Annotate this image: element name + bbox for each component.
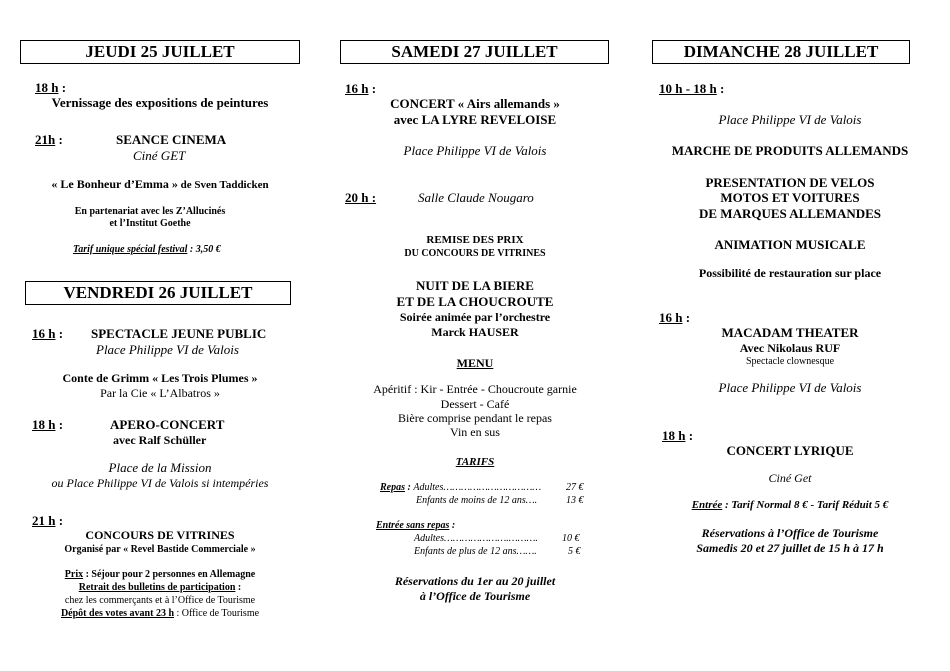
menu-line: Vin en sus: [450, 425, 500, 439]
day-header-jeudi: JEUDI 25 JUILLET: [20, 40, 300, 64]
time-separator: :: [368, 81, 377, 96]
event-time: [659, 311, 690, 324]
menu-line: Bière comprise pendant le repas: [398, 411, 552, 425]
remise-line: REMISE DES PRIX: [426, 234, 524, 246]
day-header-vendredi: VENDREDI 26 JUILLET: [25, 281, 291, 305]
event-venue: Place Philippe VI de Valois: [403, 143, 547, 158]
tarif-label: Tarif unique spécial festival: [73, 244, 188, 255]
time-separator: :: [55, 132, 63, 147]
tarif-price: 10 €: [562, 533, 580, 544]
event-time: [35, 133, 63, 146]
event-venue: Place de la Mission: [108, 460, 212, 475]
animation-line: ANIMATION MUSICALE: [714, 237, 866, 252]
menu-line: Apéritif : Kir - Entrée - Choucroute garnie: [373, 382, 577, 396]
tarif-row: [380, 483, 541, 493]
event-genre: Spectacle clownesque: [745, 356, 835, 367]
nuit-line: NUIT DE LA BIERE: [416, 278, 534, 293]
depot-where: : Office de Tourisme: [174, 608, 260, 619]
event-description: Conte de Grimm « Les Trois Plumes »: [62, 371, 258, 385]
column-dimanche: [640, 0, 940, 671]
time-separator: :: [55, 513, 64, 528]
time-separator: :: [55, 326, 64, 341]
reservation-line: à l’Office de Tourisme: [419, 589, 531, 603]
event-venue: ou Place Philippe VI de Valois si intempéries: [51, 476, 269, 490]
event-title: SEANCE CINEMA: [116, 132, 227, 147]
entree-row: [376, 521, 455, 531]
nuit-line: Soirée animée par l’orchestre: [399, 310, 551, 324]
presentation-line: DE MARQUES ALLEMANDES: [698, 206, 882, 221]
event-venue: Place Philippe VI de Valois: [718, 112, 862, 127]
partner-line: et l’Institut Goethe: [109, 218, 191, 229]
event-title: CONCERT LYRIQUE: [726, 443, 854, 458]
reservation-line: Réservations à l’Office de Tourisme: [701, 526, 879, 540]
event-time: 20 h :: [345, 190, 377, 205]
time-label: 16 h: [345, 81, 369, 96]
time-label: 21h: [35, 132, 56, 147]
event-title: MACADAM THEATER: [721, 325, 859, 340]
event-venue: Place Philippe VI de Valois: [96, 342, 239, 357]
entree-line: [640, 500, 940, 511]
film-name: « Le Bonheur d’Emma »: [51, 177, 178, 191]
entree-label: Entrée: [691, 499, 723, 511]
presentation-line: MOTOS ET VOITURES: [720, 190, 860, 205]
prix-line: [20, 570, 300, 580]
time-separator: :: [58, 80, 67, 95]
restauration-line: Possibilité de restauration sur place: [698, 266, 882, 280]
menu-line: Dessert - Café: [440, 397, 510, 411]
event-time: [345, 82, 376, 95]
retrait-sep: :: [235, 582, 242, 593]
repas-label: Repas: [380, 482, 405, 493]
tarifs-title: TARIFS: [455, 456, 495, 468]
tarif-price: 27 €: [566, 482, 584, 493]
event-time: [32, 418, 63, 431]
prix-value: : Séjour pour 2 personnes en Allemagne: [83, 569, 256, 580]
time-label: 18 h: [32, 417, 56, 432]
event-title: APERO-CONCERT: [110, 417, 225, 432]
event-description: Vernissage des expositions de peintures: [51, 95, 269, 110]
column-samedi: [330, 0, 620, 671]
tarif-price: 5 €: [568, 546, 581, 557]
day-header-dimanche: DIMANCHE 28 JUILLET: [652, 40, 910, 64]
day-header-samedi: SAMEDI 27 JUILLET: [340, 40, 609, 64]
reservation-line: Samedis 20 et 27 juillet de 15 h à 17 h: [696, 541, 884, 555]
retrait-where: chez les commerçants et à l’Office de Tourisme: [64, 595, 256, 606]
event-with: Avec Nikolaus RUF: [739, 341, 841, 355]
time-label: 16 h: [659, 310, 683, 325]
event-time: [32, 514, 63, 527]
event-with: avec LA LYRE REVELOISE: [393, 112, 557, 127]
marche-line: MARCHE DE PRODUITS ALLEMANDS: [671, 143, 909, 158]
tarif-item: Enfants de moins de 12 ans….: [416, 495, 538, 506]
time-separator: :: [685, 428, 694, 443]
tarif-item: Adultes………………….……….: [414, 533, 538, 544]
film-director: de Sven Taddicken: [177, 179, 269, 191]
remise-line: DU CONCOURS DE VITRINES: [404, 248, 546, 259]
film-title: [20, 178, 300, 191]
depot-label: Dépôt des votes avant 23 h: [60, 608, 175, 619]
event-organizer: Organisé par « Revel Bastide Commerciale »: [64, 544, 256, 555]
partner-line: En partenariat avec les Z’Allucinés: [74, 206, 226, 217]
time-label: 18 h: [35, 80, 59, 95]
time-label: 18 h: [662, 428, 686, 443]
event-time: [659, 82, 724, 95]
event-title: CONCERT « Airs allemands »: [390, 96, 560, 111]
event-with: avec Ralf Schüller: [113, 433, 207, 447]
tarif-value: : 3,50 €: [187, 244, 221, 255]
time-label: 16 h: [32, 326, 56, 341]
column-jeudi-vendredi: [0, 0, 310, 671]
event-time: [662, 429, 693, 442]
entree-value: : Tarif Normal 8 € - Tarif Réduit 5 €: [722, 499, 889, 511]
reservation-line: Réservations du 1er au 20 juillet: [394, 574, 556, 588]
time-separator: :: [716, 81, 725, 96]
repas-sep: :: [405, 482, 414, 493]
event-venue: Place Philippe VI de Valois: [718, 380, 862, 395]
tarif-item: Adultes……………………………: [413, 482, 542, 493]
event-description: Par la Cie « L’Albatros »: [100, 386, 220, 400]
event-venue: Ciné GET: [133, 148, 186, 163]
time-label: 10 h - 18 h: [659, 81, 717, 96]
event-venue: Ciné Get: [768, 471, 812, 485]
event-time: [32, 327, 63, 340]
tarif-price: 13 €: [566, 495, 584, 506]
entree-label: Entrée sans repas: [376, 520, 450, 531]
tarif-item: Enfants de plus de 12 ans…….: [414, 546, 537, 557]
retrait-label: Retrait des bulletins de participation: [78, 582, 236, 593]
menu-title: MENU: [456, 356, 494, 370]
retrait-line: [20, 583, 300, 593]
event-title: CONCOURS DE VITRINES: [85, 528, 235, 542]
prix-label: Prix: [64, 569, 84, 580]
time-separator: :: [682, 310, 691, 325]
tarif-line: [73, 245, 221, 255]
event-time: [35, 81, 66, 94]
event-venue: Salle Claude Nougaro: [418, 190, 534, 205]
time-label: 21 h: [32, 513, 56, 528]
nuit-line: ET DE LA CHOUCROUTE: [396, 294, 554, 309]
time-separator: :: [55, 417, 64, 432]
presentation-line: PRESENTATION DE VELOS: [705, 175, 875, 190]
event-title: SPECTACLE JEUNE PUBLIC: [91, 326, 267, 341]
depot-line: [20, 609, 300, 619]
nuit-line: Marck HAUSER: [431, 325, 519, 339]
entree-sep: :: [449, 520, 456, 531]
